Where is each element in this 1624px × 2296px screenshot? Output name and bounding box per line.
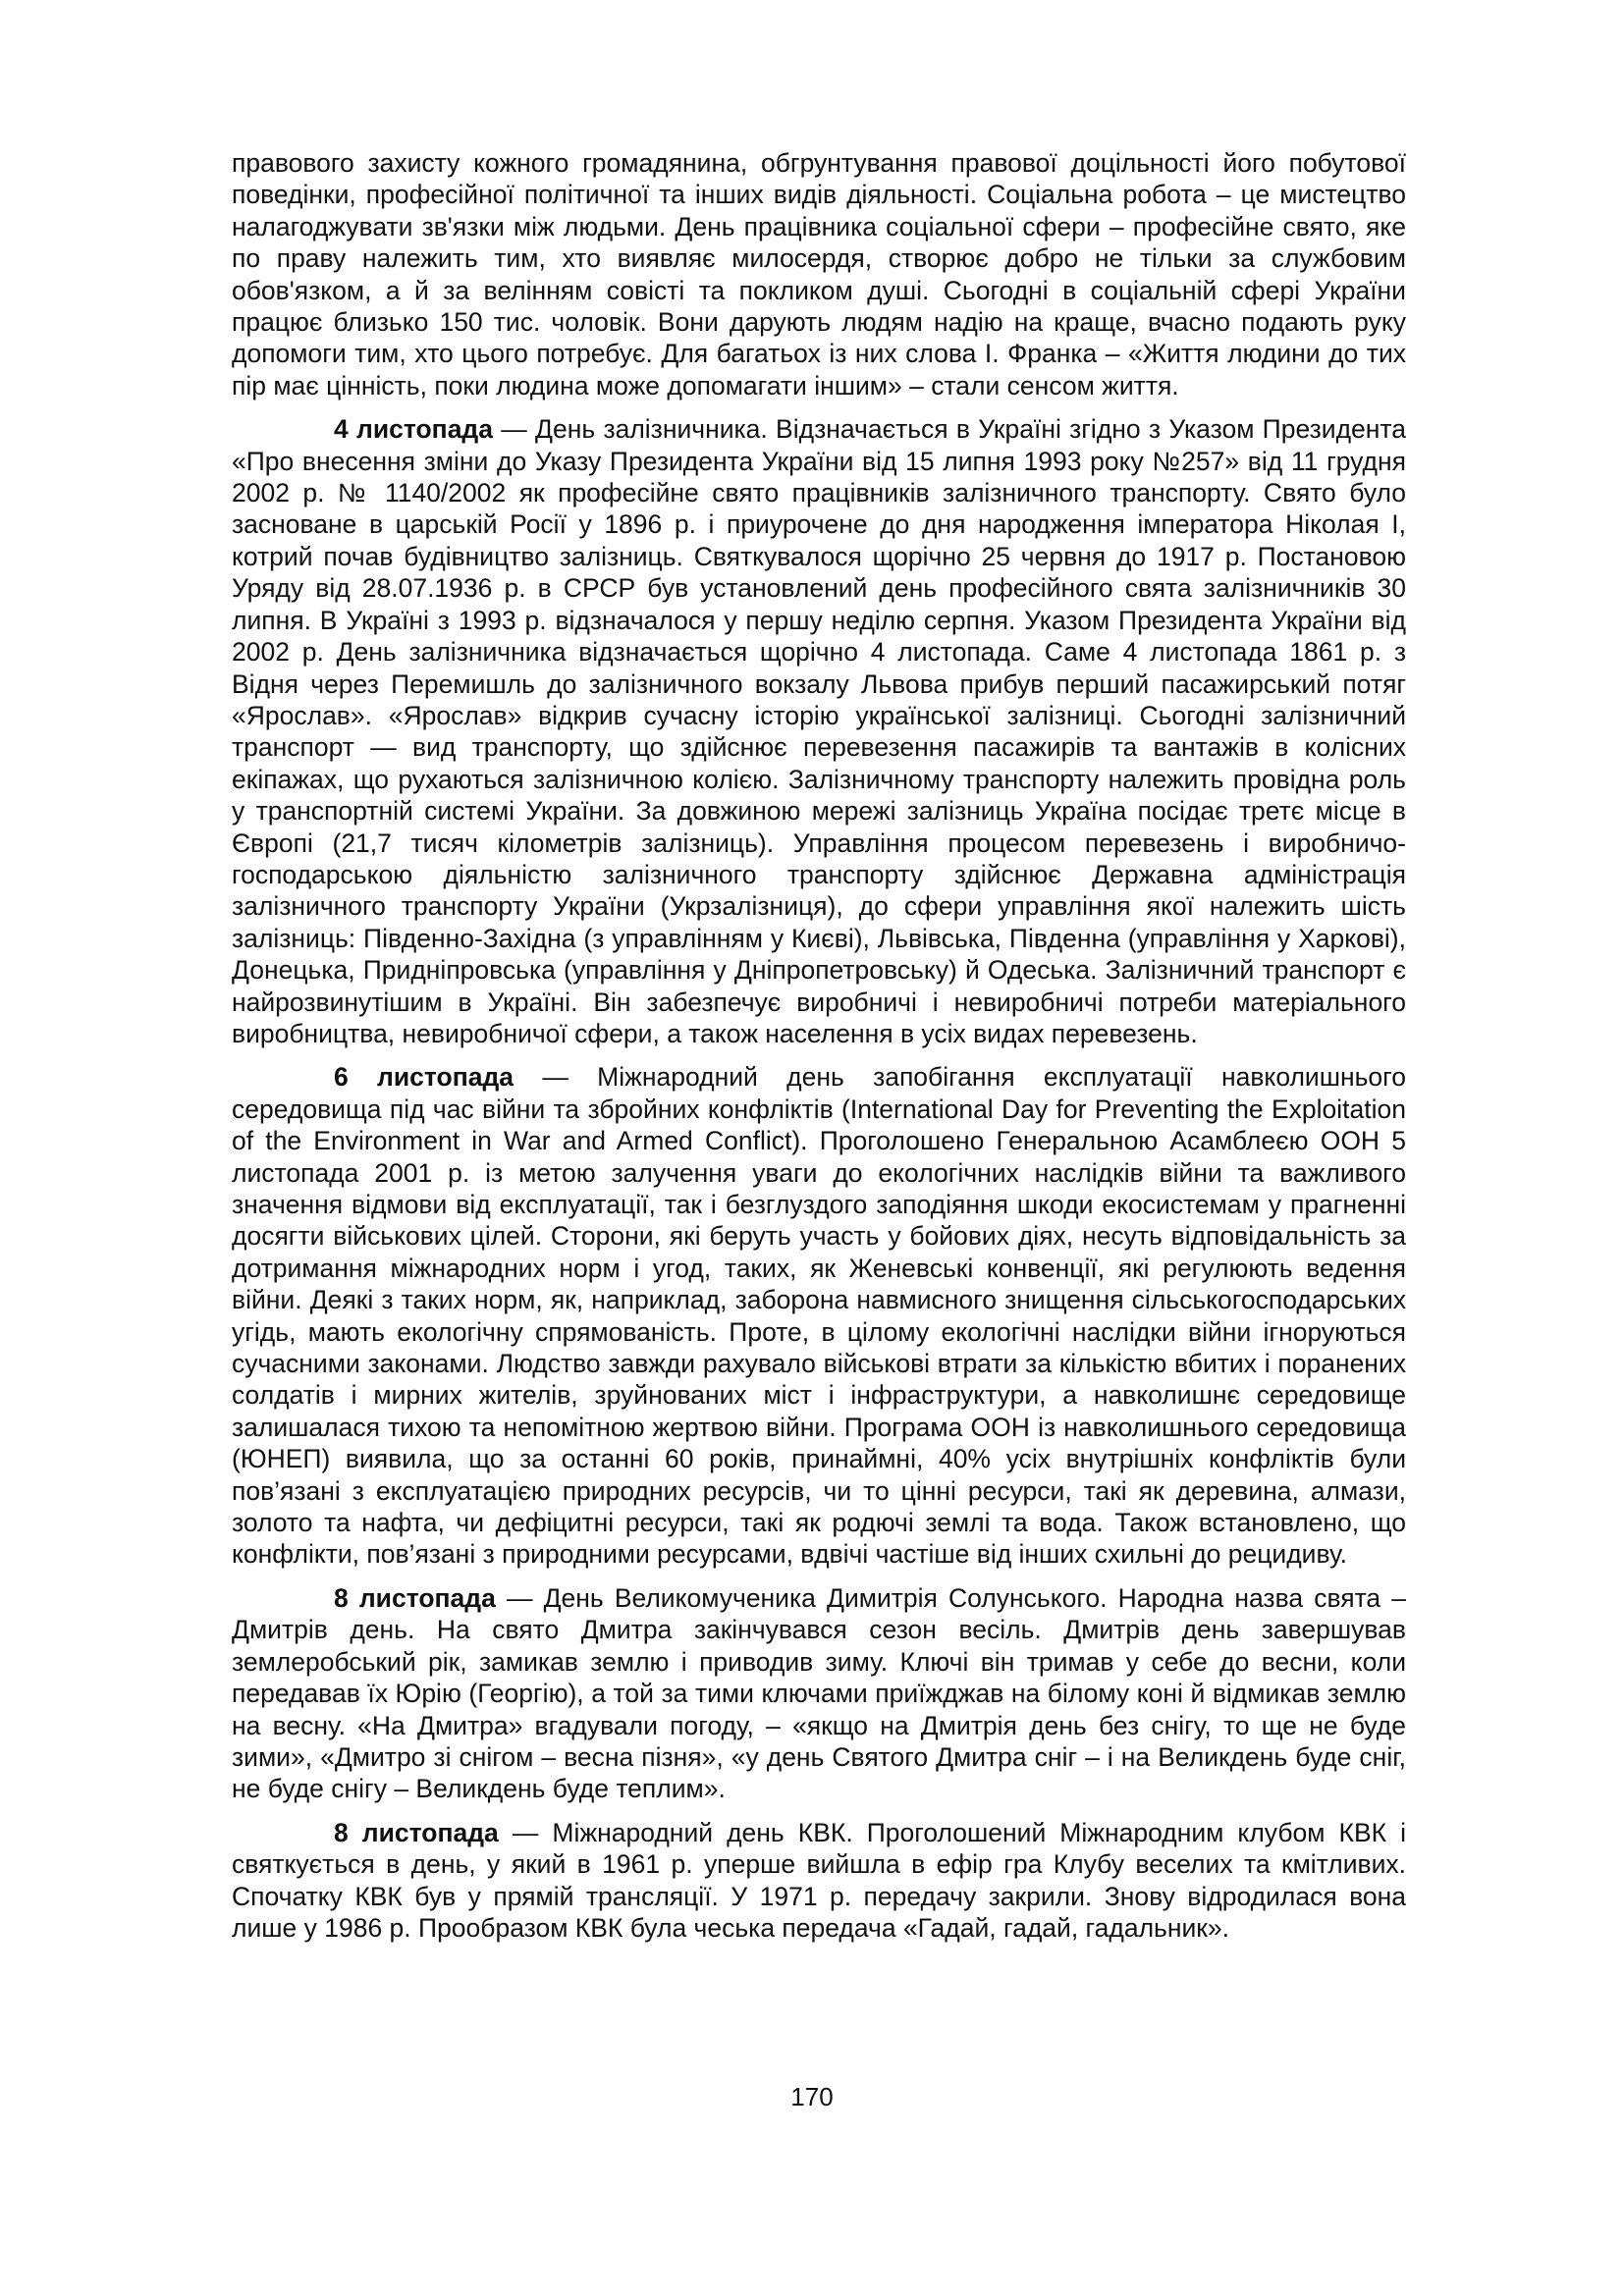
paragraph-dash: —: [498, 1817, 553, 1847]
paragraph-social-work: [232, 147, 1406, 401]
paragraph-date: 8 листопада: [334, 1582, 496, 1613]
paragraph-environment-day: [232, 1061, 1406, 1571]
paragraph-text: День залізничника. Відзначається в Україні згідно з Указом Президента «Про внесення зміни до Указу Президента України від 15 липня 1993 року №257» від 11 грудня 2002 р. № 1140/2002 як професійне свято працівників залізничного транспорту. Свято було засноване в царській Росії у 1896 р. і приурочене до дня народження імператора Ніколая І, котрий почав будівництво залізниць. Святкувалося щорічно 25 червня до 1917 р. Постановою Уряду від 28.07.1936 р. в СРСР був установлений день професійного свята залізничників 30 липня. В Україні з 1993 р. відзначалося у першу неділю серпня. Указом Президента України від 2002 р. День залізничника відзначається щорічно 4 листопада. Саме 4 листопада 1861 р. з Відня через Перемишль до залізничного вокзалу Львова прибув перший пасажирський потяг «Ярослав». «Ярослав» відкрив сучасну історію української залізниці. Сьогодні залізничний транспорт — вид транспорту, що здійснює перевезення пасажирів та вантажів в колісних екіпажах, що рухаються залізничною колією. Залізничному транспорту належить провідна роль у транспортній системі України. За довжиною мережі залізниць Україна посідає третє місце в Європі (21,7 тисяч кілометрів залізниць). Управління процесом перевезень і виробничо-господарською діяльністю залізничного транспорту здійснює Державна адміністрація залізничного транспорту України (Укрзалізниця), до сфери управління якої належить шість залізниць: Південно-Західна (з управлінням у Києві), Львівська, Південна (управління у Харкові), Донецька, Придніпровська (управління у Дніпропетровську) й Одеська. Залізничний транспорт є найрозвинутішим в Україні. Він забезпечує виробничі і невиробничі потреби матеріального виробництва, невиробничої сфери, а також населення в усіх видах перевезень.: [232, 414, 1406, 1048]
paragraph-date: 4 листопада: [334, 414, 493, 445]
paragraph-kvk-day: [232, 1817, 1406, 1945]
paragraph-text: правового захисту кожного громадянина, обгрунтування правової доцільності його побутової поведінки, професійної політичної та інших видів діяльності. Соціальна робота – це мистецтво налагоджувати зв'язки між людьми. День працівника соціальної сфери – професійне свято, яке по праву належить тим, хто виявляє милосердя, створює добро не тільки за службовим обов'язком, а й за велінням совісті та покликом душі. Сьогодні в соціальній сфері України працює близько 150 тис. чоловік. Вони дарують людям надію на краще, вчасно подають руку допомоги тим, хто цього потребує. Для багатьох із них слова І. Франка – «Життя людини до тих пір має цінність, поки людина може допомагати іншим» – стали сенсом життя.: [232, 148, 1406, 400]
paragraph-date: 6 листопада: [334, 1062, 514, 1093]
paragraph-dash: —: [514, 1062, 598, 1093]
paragraph-text: Міжнародний день запобігання експлуатації навколишнього середовища під час війни та збройних конфліктів (International Day for Preventing the Exploitation of the Environment in War and Armed Conflict). Проголошено Генеральною Асамблеєю ООН 5 листопада 2001 р. із метою залучення уваги до екологічних наслідків війни та важливого значення відмови від експлуатації, так і безглуздого заподіяння шкоди екосистемам у прагненні досягти військових цілей. Сторони, які беруть участь у бойових діях, несуть відповідальність за дотримання міжнародних норм і угод, таких, як Женевські конвенції, які регулюють ведення війни. Деякі з таких норм, як, наприклад, заборона навмисного знищення сільськогосподарських угідь, мають екологічну спрямованість. Проте, в цілому екологічні наслідки війни ігноруються сучасними законами. Людство завжди рахувало військові втрати за кількістю вбитих і поранених солдатів і мирних жителів, зруйнованих міст і інфраструктури, а навколишнє середовище залишалася тихою та непомітною жертвою війни. Програма ООН із навколишнього середовища (ЮНЕП) виявила, що за останні 60 років, принаймні, 40% усіх внутрішніх конфліктів були пов’язані з експлуатацією природних ресурсів, чи то цінні ресурси, такі як деревина, алмази, золото та нафта, чи дефіцитні ресурси, такі як родючі землі та вода. Також встановлено, що конфлікти, пов’язані з природними ресурсами, вдвічі частіше від інших схильні до рецидиву.: [232, 1062, 1406, 1570]
paragraph-text: Міжнародний день КВК. Проголошений Міжнародним клубом КВК і святкується в день, у який в 1961 р. уперше вийшла в ефір гра Клубу веселих та кмітливих. Спочатку КВК був у прямій трансляції. У 1971 р. передачу закрили. Знову відродилася вона лише у 1986 р. Прообразом КВК була чеська передача «Гадай, гадай, гадальник».: [232, 1817, 1406, 1943]
paragraph-dmytro-day: [232, 1582, 1406, 1805]
paragraph-date: 8 листопада: [334, 1817, 499, 1847]
paragraph-railway-day: [232, 413, 1406, 1049]
paragraph-dash: —: [493, 414, 536, 445]
page-number: 170: [790, 2082, 834, 2111]
paragraph-text: День Великомученика Димитрія Солунського. Народна назва свята – Дмитрів день. На свято Дмитра закінчувався сезон весіль. Дмитрів день завершував землеробський рік, замикав землю і приводив зиму. Ключі він тримав у себе до весни, коли передавав їх Юрію (Георгію), а той за тими ключами приїжджав на білому коні й відмикав землю на весну. «На Дмитра» вгадували погоду, – «якщо на Дмитрія день без снігу, то ще не буде зими», «Дмитро зі снігом – весна пізня», «у день Святого Дмитра сніг – і на Великдень буде сніг, не буде снігу – Великдень буде теплим».: [232, 1582, 1406, 1804]
paragraph-dash: —: [495, 1582, 544, 1613]
body-text: [232, 147, 1406, 1955]
